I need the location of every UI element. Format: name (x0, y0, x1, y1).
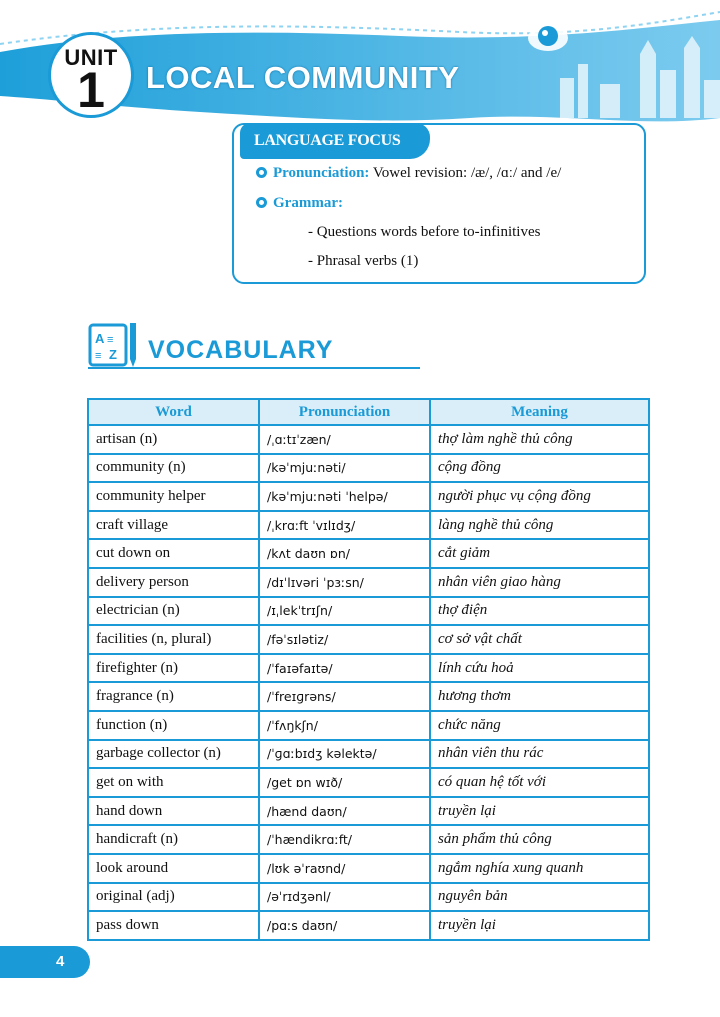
pronunciation-cell: /pɑːs daʊn/ (259, 911, 430, 940)
table-row (88, 425, 649, 454)
meaning-cell: lính cứu hoả (430, 654, 649, 683)
table-row (88, 911, 649, 940)
word-cell: community (n) (88, 454, 259, 483)
pronunciation-cell: /ˌkrɑːft ˈvɪlɪdʒ/ (259, 511, 430, 540)
pronunciation-cell: /ˈhændikrɑːft/ (259, 825, 430, 854)
pronunciation-cell: /get ɒn wɪð/ (259, 768, 430, 797)
pronunciation-cell: /ˈfreɪɡrəns/ (259, 682, 430, 711)
table-row (88, 711, 649, 740)
word-cell: delivery person (88, 568, 259, 597)
column-header-meaning: Meaning (430, 399, 649, 425)
svg-text:Z: Z (109, 347, 117, 362)
table-row (88, 654, 649, 683)
grammar-line (256, 195, 343, 212)
table-row (88, 825, 649, 854)
pronunciation-cell: /kəˈmjuːnəti ˈhelpə/ (259, 482, 430, 511)
pronunciation-cell: /kəˈmjuːnəti/ (259, 454, 430, 483)
meaning-cell: cộng đồng (430, 454, 649, 483)
meaning-cell: làng nghề thủ công (430, 511, 649, 540)
bullet-icon (256, 197, 267, 208)
pronunciation-cell: /ˈfaɪəfaɪtə/ (259, 654, 430, 683)
word-cell: garbage collector (n) (88, 740, 259, 769)
meaning-cell: thợ điện (430, 597, 649, 626)
table-row (88, 454, 649, 483)
header-banner (0, 0, 720, 140)
language-focus-heading: LANGUAGE FOCUS (240, 123, 430, 159)
word-cell: artisan (n) (88, 425, 259, 454)
word-cell: firefighter (n) (88, 654, 259, 683)
meaning-cell: chức năng (430, 711, 649, 740)
grammar-item: - Questions words before to-infinitives (308, 224, 541, 240)
word-cell: fragrance (n) (88, 682, 259, 711)
meaning-cell: cắt giảm (430, 539, 649, 568)
svg-text:≡: ≡ (107, 334, 114, 346)
unit-number: 1 (77, 62, 105, 118)
meaning-cell: người phục vụ cộng đồng (430, 482, 649, 511)
word-cell: look around (88, 854, 259, 883)
word-cell: pass down (88, 911, 259, 940)
column-header-word: Word (88, 399, 259, 425)
table-row (88, 740, 649, 769)
pronunciation-cell: /kʌt daʊn ɒn/ (259, 539, 430, 568)
word-cell: function (n) (88, 711, 259, 740)
pronunciation-cell: /əˈrɪdʒənl/ (259, 883, 430, 912)
grammar-item: - Phrasal verbs (1) (308, 253, 419, 269)
meaning-cell: sản phẩm thủ công (430, 825, 649, 854)
language-focus-box (232, 123, 646, 284)
meaning-cell: truyền lại (430, 911, 649, 940)
pronunciation-cell: /ˈɡɑːbɪdʒ kəlektə/ (259, 740, 430, 769)
pronunciation-text: Vowel revision: /æ/, /ɑː/ and /e/ (372, 165, 562, 181)
vocabulary-underline (88, 367, 420, 369)
meaning-cell: truyền lại (430, 797, 649, 826)
word-cell: get on with (88, 768, 259, 797)
table-row (88, 482, 649, 511)
vocabulary-heading: VOCABULARY (148, 336, 334, 364)
grammar-label: Grammar: (273, 195, 343, 211)
word-cell: handicraft (n) (88, 825, 259, 854)
table-row (88, 682, 649, 711)
pronunciation-line (256, 165, 561, 182)
word-cell: hand down (88, 797, 259, 826)
vocabulary-book-icon (88, 321, 140, 369)
pronunciation-cell: /hænd daʊn/ (259, 797, 430, 826)
table-row (88, 768, 649, 797)
table-row (88, 883, 649, 912)
meaning-cell: nguyên bản (430, 883, 649, 912)
unit-title: LOCAL COMMUNITY (146, 60, 460, 95)
table-row (88, 568, 649, 597)
word-cell: cut down on (88, 539, 259, 568)
page-number: 4 (0, 946, 90, 978)
pronunciation-cell: /ɪˌlekˈtrɪʃn/ (259, 597, 430, 626)
table-row (88, 511, 649, 540)
svg-text:≡: ≡ (95, 350, 102, 362)
word-cell: craft village (88, 511, 259, 540)
meaning-cell: nhân viên thu rác (430, 740, 649, 769)
pronunciation-label: Pronunciation: (273, 165, 370, 181)
vocabulary-table (87, 398, 650, 941)
word-cell: original (adj) (88, 883, 259, 912)
word-cell: electrician (n) (88, 597, 259, 626)
globe-icon (528, 25, 568, 51)
meaning-cell: có quan hệ tốt với (430, 768, 649, 797)
table-row (88, 597, 649, 626)
bullet-icon (256, 167, 267, 178)
table-header-row (88, 399, 649, 425)
meaning-cell: ngắm nghía xung quanh (430, 854, 649, 883)
meaning-cell: hương thơm (430, 682, 649, 711)
word-cell: community helper (88, 482, 259, 511)
meaning-cell: thợ làm nghề thủ công (430, 425, 649, 454)
table-row (88, 539, 649, 568)
unit-word: UNIT (64, 45, 118, 70)
word-cell: facilities (n, plural) (88, 625, 259, 654)
pronunciation-cell: /dɪˈlɪvəri ˈpɜːsn/ (259, 568, 430, 597)
pronunciation-cell: /lʊk əˈraʊnd/ (259, 854, 430, 883)
column-header-pronunciation: Pronunciation (259, 399, 430, 425)
meaning-cell: cơ sở vật chất (430, 625, 649, 654)
table-row (88, 797, 649, 826)
table-row (88, 625, 649, 654)
meaning-cell: nhân viên giao hàng (430, 568, 649, 597)
svg-text:A: A (95, 331, 105, 346)
pronunciation-cell: /ˌɑːtɪˈzæn/ (259, 425, 430, 454)
pronunciation-cell: /ˈfʌŋkʃn/ (259, 711, 430, 740)
table-row (88, 854, 649, 883)
pronunciation-cell: /fəˈsɪlətiz/ (259, 625, 430, 654)
unit-badge (48, 32, 134, 118)
